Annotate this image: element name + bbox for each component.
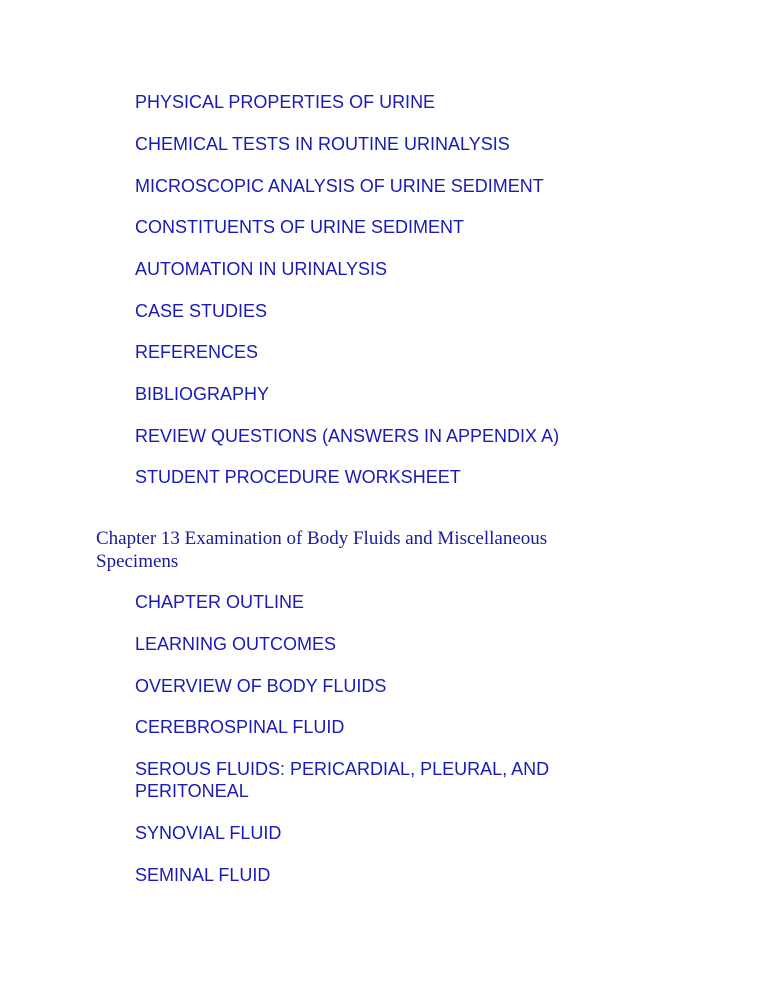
toc-link-bibliography[interactable]: BIBLIOGRAPHY (135, 384, 270, 404)
toc-link-overview-body-fluids[interactable]: OVERVIEW OF BODY FLUIDS (135, 676, 387, 696)
toc-link-learning-outcomes[interactable]: LEARNING OUTCOMES (135, 634, 337, 654)
toc-link-constituents[interactable]: CONSTITUENTS OF URINE SEDIMENT (135, 217, 465, 237)
toc-link-cerebrospinal-fluid[interactable]: CEREBROSPINAL FLUID (135, 717, 345, 737)
toc-link-automation[interactable]: AUTOMATION IN URINALYSIS (135, 259, 388, 279)
toc-link-chapter-outline[interactable]: CHAPTER OUTLINE (135, 592, 305, 612)
toc-link-chemical-tests[interactable]: CHEMICAL TESTS IN ROUTINE URINALYSIS (135, 134, 510, 154)
toc-link-student-worksheet[interactable]: STUDENT PROCEDURE WORKSHEET (135, 467, 461, 487)
toc-link-seminal-fluid[interactable]: SEMINAL FLUID (135, 865, 271, 885)
toc-link-case-studies[interactable]: CASE STUDIES (135, 301, 268, 321)
toc-link-physical-properties[interactable]: PHYSICAL PROPERTIES OF URINE (135, 92, 436, 112)
toc-link-synovial-fluid[interactable]: SYNOVIAL FLUID (135, 823, 282, 843)
toc-link-serous-fluids[interactable]: SEROUS FLUIDS: PERICARDIAL, PLEURAL, AND PERITONEAL (135, 759, 550, 801)
toc-link-references[interactable]: REFERENCES (135, 342, 259, 362)
chapter-heading: Chapter 13 Examination of Body Fluids and Miscellaneous Specimens (96, 528, 548, 572)
toc-link-microscopic-analysis[interactable]: MICROSCOPIC ANALYSIS OF URINE SEDIMENT (135, 176, 544, 196)
toc-link-review-questions[interactable]: REVIEW QUESTIONS (ANSWERS IN APPENDIX A) (135, 426, 560, 446)
